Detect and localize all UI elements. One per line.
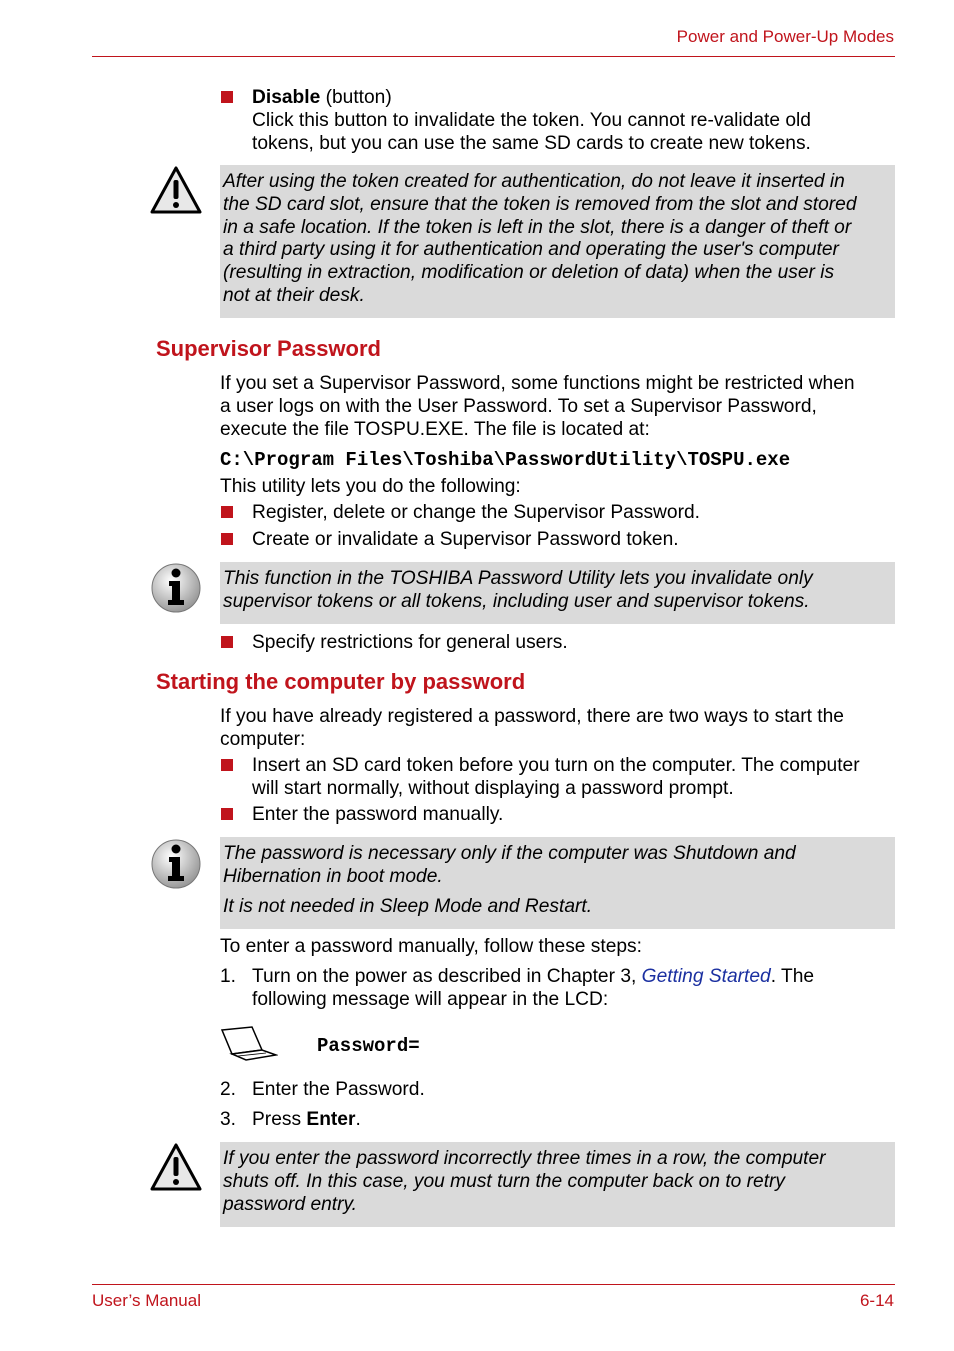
step-number: 1. [220, 966, 237, 987]
getting-started-link[interactable]: Getting Started [641, 966, 771, 987]
step-text: Turn on the power as described in Chapter 3, [252, 966, 642, 987]
footer-rule [92, 1284, 895, 1285]
laptop-icon [220, 1026, 278, 1062]
para-line: If you set a Supervisor Password, some functions might be restricted when [220, 373, 855, 394]
lcd-password-message: Password= [317, 1035, 420, 1057]
info-note-tokens [220, 562, 895, 624]
para-line: execute the file TOSPU.EXE. The file is located at: [220, 419, 650, 440]
note-line: supervisor tokens or all tokens, including user and supervisor tokens. [223, 590, 810, 612]
caution-line: After using the token created for authentication, do not leave it inserted in [223, 171, 845, 192]
caution-note-token [220, 165, 895, 318]
note-line: It is not needed in Sleep Mode and Restart. [223, 895, 593, 917]
disable-label-suffix: (button) [320, 87, 392, 108]
bullet-line: Insert an SD card token before you turn on the computer. The computer [252, 755, 860, 776]
running-header: Power and Power-Up Modes [676, 27, 894, 46]
step-text: . The [770, 966, 815, 987]
warning-triangle-icon [150, 165, 202, 217]
footer-manual-title: User’s Manual [92, 1291, 201, 1310]
caution-line: a third party using it for authentication and operating the user's computer [223, 239, 839, 261]
supervisor-paragraph [220, 372, 900, 441]
note-line: The password is necessary only if the computer was Shutdown and [223, 843, 796, 864]
enter-key-label: Enter [306, 1109, 356, 1130]
tospu-path: C:\Program Files\Toshiba\PasswordUtility\TOSPU.exe [220, 449, 791, 471]
step-number: 3. [220, 1109, 237, 1130]
bullet-square-icon [221, 636, 233, 648]
caution-line: password entry. [223, 1193, 358, 1215]
bullet-square-icon [221, 533, 233, 545]
bullet-square-icon [221, 91, 233, 103]
info-i-icon [150, 838, 202, 890]
para-line: computer: [220, 729, 306, 750]
caution-line: in a safe location. If the token is left in the slot, there is a danger of theft or [223, 216, 852, 238]
starting-heading: Starting the computer by password [156, 669, 526, 694]
step-number: 2. [220, 1079, 237, 1100]
disable-desc-2: tokens, but you can use the same SD cards to create new tokens. [252, 133, 811, 154]
header-rule [92, 56, 895, 57]
caution-line: the SD card slot, ensure that the token is removed from the slot and stored [223, 193, 857, 215]
step-text: Enter the Password. [252, 1079, 425, 1100]
disable-desc-1: Click this button to invalidate the token. You cannot re-validate old [252, 110, 811, 131]
note-line: Hibernation in boot mode. [223, 865, 443, 887]
utility-intro: This utility lets you do the following: [220, 476, 521, 497]
steps-intro: To enter a password manually, follow these steps: [220, 936, 642, 957]
info-note-password [220, 837, 895, 929]
caution-line: If you enter the password incorrectly three times in a row, the computer [223, 1148, 826, 1169]
note-line: This function in the TOSHIBA Password Utility lets you invalidate only [223, 568, 813, 589]
page-number: 6-14 [859, 1291, 894, 1310]
caution-line: not at their desk. [223, 284, 365, 306]
caution-note-retry [220, 1142, 895, 1227]
bullet-line: will start normally, without displaying a password prompt. [252, 778, 734, 799]
disable-label: Disable [252, 87, 321, 108]
starting-paragraph [220, 705, 900, 751]
step-text: Press [252, 1109, 307, 1130]
bullet-square-icon [221, 759, 233, 771]
caution-line: shuts off. In this case, you must turn the computer back on to retry [223, 1170, 786, 1192]
para-line: a user logs on with the User Password. To set a Supervisor Password, [220, 396, 817, 417]
supervisor-heading: Supervisor Password [156, 336, 381, 361]
bullet-square-icon [221, 808, 233, 820]
para-line: If you have already registered a password, there are two ways to start the [220, 706, 844, 727]
warning-triangle-icon [150, 1142, 202, 1194]
step-text: . [355, 1109, 361, 1130]
caution-line: (resulting in extraction, modification or deletion of data) when the user is [223, 262, 835, 284]
step-text: following message will appear in the LCD: [252, 989, 609, 1010]
info-i-icon [150, 562, 202, 614]
bullet-square-icon [221, 506, 233, 518]
